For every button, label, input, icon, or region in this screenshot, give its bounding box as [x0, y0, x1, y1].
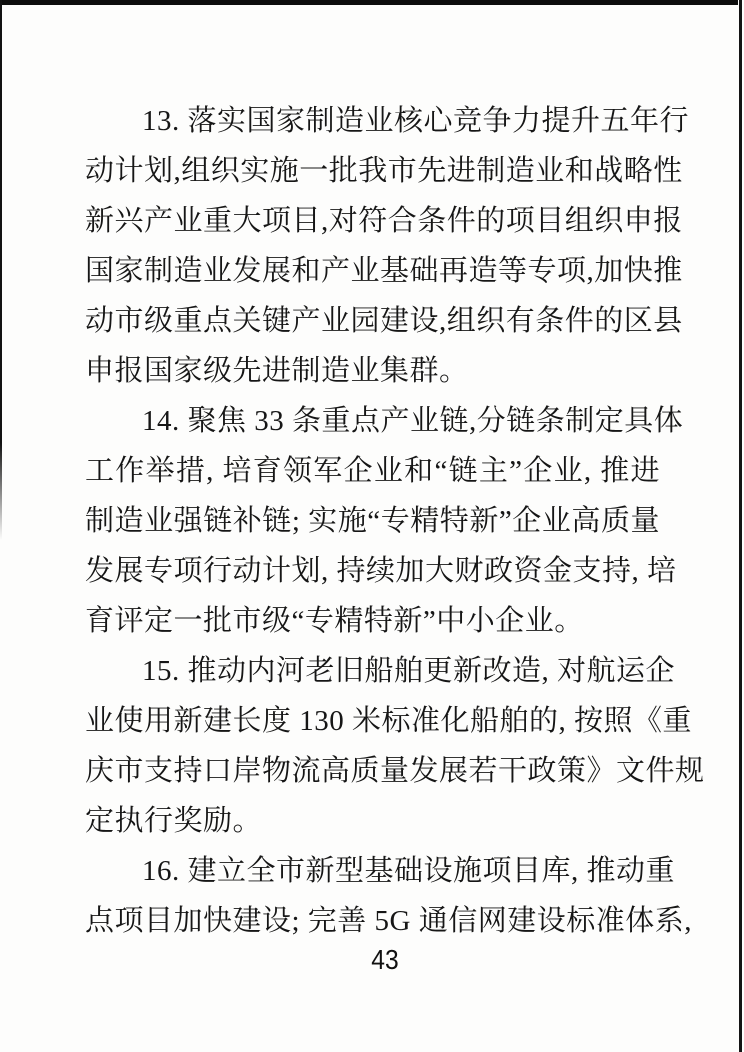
text-line: 16. 建立全市新型基础设施项目库, 推动重: [142, 855, 676, 887]
text-line: 育评定一批市级“专精特新”中小企业。: [85, 605, 584, 637]
text-line: 动市级重点关键产业园建设,组织有条件的区县: [85, 305, 683, 337]
text-line: 13. 落实国家制造业核心竞争力提升五年行: [142, 105, 690, 137]
scan-border-left: [0, 0, 2, 540]
paragraph-14: [85, 396, 684, 646]
text-line: 国家制造业发展和产业基础再造等专项,加快推: [85, 255, 683, 287]
text-line: 庆市支持口岸物流高质量发展若干政策》文件规: [85, 755, 705, 787]
text-line: 点项目加快建设; 完善 5G 通信网建设标准体系,: [85, 905, 693, 937]
document-body: [85, 96, 705, 946]
paragraph-13: [85, 96, 690, 396]
text-line: 申报国家级先进制造业集群。: [85, 355, 469, 387]
text-line: 新兴产业重大项目,对符合条件的项目组织申报: [85, 205, 683, 237]
text-line: 15. 推动内河老旧船舶更新改造, 对航运企: [142, 655, 676, 687]
text-line: 工作举措, 培育领军企业和“链主”企业, 推进: [85, 455, 660, 487]
paragraph-16: [85, 846, 693, 946]
text-line: 动计划,组织实施一批我市先进制造业和战略性: [85, 155, 683, 187]
paragraph-15: [85, 646, 705, 846]
text-line: 业使用新建长度 130 米标准化船舶的, 按照《重: [85, 705, 693, 737]
page-number: 43: [371, 944, 399, 975]
text-line: 定执行奖励。: [85, 805, 263, 837]
text-line: 制造业强链补链; 实施“专精特新”企业高质量: [85, 505, 660, 537]
text-line: 14. 聚焦 33 条重点产业链,分链条制定具体: [142, 405, 684, 437]
scan-border-top: [0, 0, 738, 5]
scan-border-right: [739, 0, 742, 1052]
text-line: 发展专项行动计划, 持续加大财政资金支持, 培: [85, 555, 677, 587]
